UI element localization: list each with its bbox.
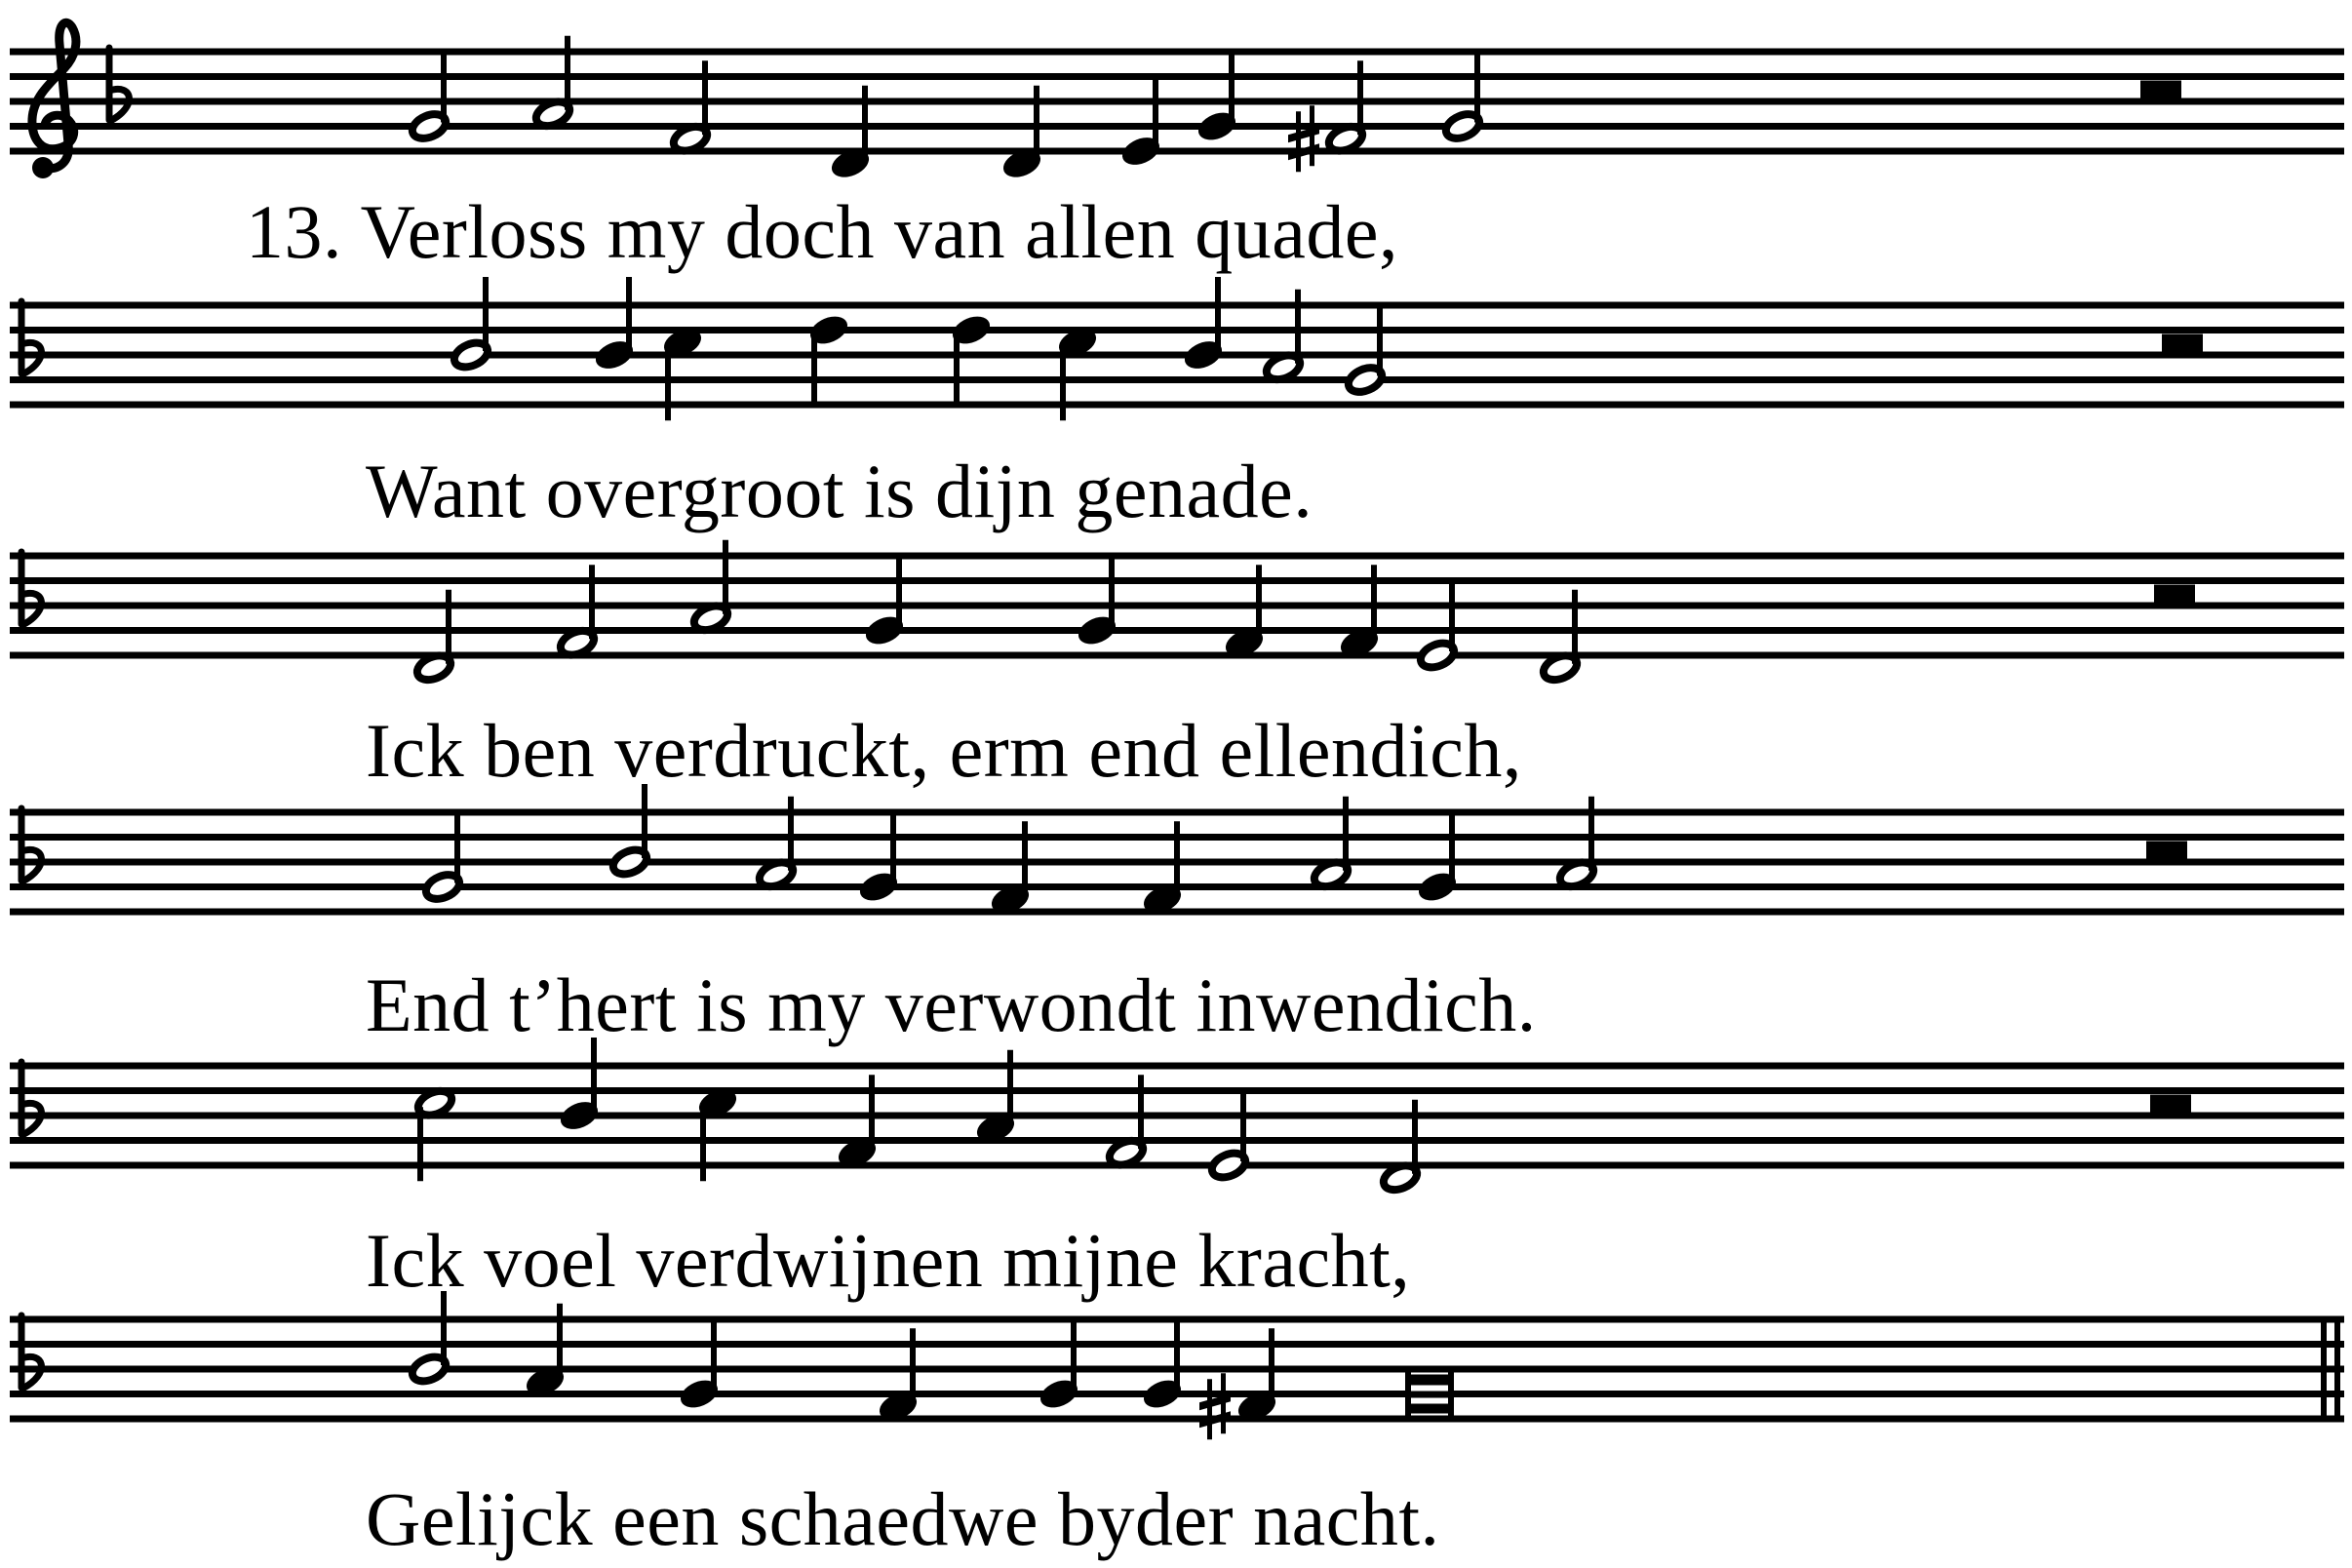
note-stem — [788, 797, 794, 871]
note-stem — [1007, 1050, 1013, 1124]
note-stem — [1412, 1100, 1418, 1174]
staff-system-6 — [10, 1291, 2344, 1439]
note-stem — [1138, 1075, 1144, 1149]
key-flat-sign — [21, 1062, 41, 1135]
staff-system-5 — [10, 1038, 2344, 1195]
note-stem — [1034, 86, 1039, 160]
staff-line — [10, 909, 2344, 916]
note-stem — [565, 36, 570, 110]
note-stem — [1357, 60, 1363, 135]
note-G4 — [1140, 1316, 1186, 1413]
note-stem — [890, 809, 896, 883]
note-G4 — [1415, 809, 1461, 906]
staff-line — [10, 553, 2344, 560]
staff-system-2 — [10, 277, 2344, 420]
key-flat-sign — [109, 48, 129, 121]
key-flat-sign — [21, 808, 41, 882]
staff-line — [10, 652, 2344, 659]
lyric-line-1: 13. Verloss my doch van allen quade, — [246, 189, 1398, 274]
note-G4 — [422, 809, 463, 904]
note-Bb4 — [451, 277, 491, 372]
note-stem — [483, 277, 489, 351]
note-Bb4 — [609, 784, 650, 879]
lyric-line-2: Want overgroot is dijn genade. — [366, 449, 1313, 533]
half-rest — [2140, 81, 2181, 98]
note-stem — [1109, 553, 1115, 627]
note-stem — [1295, 290, 1301, 364]
staff-line — [10, 577, 2344, 584]
breve-final-note — [1405, 1371, 1454, 1418]
lyric-line-3: Ick ben verdruckt, erm end ellendich, — [366, 708, 1522, 793]
note-G4 — [677, 1316, 723, 1413]
key-flat-sign — [21, 301, 41, 374]
note-Bb4 — [1181, 277, 1227, 373]
staff-line — [10, 1113, 2344, 1119]
note-stem — [665, 346, 671, 420]
note-stem — [1022, 821, 1028, 895]
staff-line — [10, 327, 2344, 333]
half-rest — [2150, 1095, 2191, 1113]
note-G4 — [1037, 1316, 1082, 1413]
note-stem — [702, 60, 708, 135]
staff-line — [10, 302, 2344, 309]
lyric-line-4: End t’hert is my verwondt inwendich. — [366, 962, 1537, 1047]
staff-line — [10, 1063, 2344, 1070]
lyric-line-6: Gelijck een schaedwe byder nacht. — [366, 1476, 1440, 1561]
note-G4 — [1405, 1371, 1454, 1418]
staff-system-4 — [10, 784, 2344, 919]
note-stem — [1449, 809, 1455, 883]
note-stem — [1153, 73, 1158, 147]
key-flat-sign — [21, 552, 41, 625]
half-rest — [2162, 334, 2203, 352]
note-stem — [1215, 277, 1221, 351]
note-stem — [1343, 797, 1349, 871]
note-stem — [454, 809, 460, 883]
note-stem — [954, 334, 960, 409]
note-G4 — [1075, 553, 1120, 649]
note-stem — [1377, 302, 1383, 376]
note-stem — [1229, 49, 1235, 123]
staff-line — [10, 1162, 2344, 1169]
note-G4 — [856, 809, 902, 906]
note-stem — [1174, 1316, 1180, 1391]
note-stem — [1174, 821, 1180, 895]
note-stem — [1240, 1087, 1246, 1161]
note-G4 — [1195, 49, 1240, 145]
note-G4 — [862, 553, 908, 649]
note-stem — [700, 1107, 706, 1181]
note-G4 — [1345, 302, 1386, 397]
staff-line — [10, 1137, 2344, 1144]
note-stem — [1572, 590, 1578, 664]
note-Bb4 — [409, 1291, 450, 1386]
note-stem — [1474, 49, 1480, 123]
note-G4 — [409, 49, 450, 143]
lyric-line-5: Ick voel verdwijnen mijne kracht, — [366, 1218, 1411, 1303]
staff-line — [10, 1416, 2344, 1423]
note-stem — [1449, 577, 1455, 651]
sharp-accidental — [1288, 105, 1319, 172]
staff-line — [10, 73, 2344, 80]
final-barline — [2321, 1316, 2327, 1423]
staff-line — [10, 49, 2344, 56]
staff-line — [10, 376, 2344, 383]
staff-line — [10, 402, 2344, 409]
note-stem — [446, 590, 451, 664]
note-stem — [862, 86, 868, 160]
note-stem — [591, 1038, 597, 1112]
note-stem — [910, 1328, 916, 1402]
key-flat-sign — [21, 1315, 41, 1389]
staff-line — [10, 148, 2344, 155]
note-stem — [1060, 346, 1066, 420]
note-stem — [626, 277, 632, 351]
half-rest — [2146, 842, 2187, 859]
note-stem — [1071, 1316, 1077, 1391]
note-stem — [1371, 565, 1377, 639]
note-E4 — [1118, 73, 1164, 170]
note-E4 — [1208, 1087, 1249, 1182]
sharp-accidental — [1199, 1373, 1231, 1439]
note-stem — [723, 540, 728, 614]
note-D5 — [806, 311, 852, 408]
note-stem — [1256, 565, 1262, 639]
note-stem — [1269, 1328, 1274, 1402]
note-Bb4 — [592, 277, 638, 373]
staff-system-1 — [10, 22, 2344, 182]
staff-line — [10, 352, 2344, 359]
note-stem — [811, 334, 817, 409]
staff-line — [10, 123, 2344, 130]
staff-system-3 — [10, 540, 2344, 685]
note-stem — [896, 553, 902, 627]
staff-line — [10, 98, 2344, 105]
note-stem — [869, 1075, 875, 1149]
note-stem — [557, 1304, 563, 1378]
staff-line — [10, 809, 2344, 816]
staff-line — [10, 1087, 2344, 1094]
note-stem — [1588, 797, 1594, 871]
note-G4 — [1442, 49, 1483, 143]
note-Bb4 — [557, 1038, 603, 1134]
note-stem — [642, 784, 647, 858]
note-D5 — [949, 311, 995, 408]
staff-line — [10, 627, 2344, 634]
note-stem — [441, 49, 447, 123]
final-barline — [2334, 1316, 2340, 1423]
note-stem — [589, 565, 595, 639]
half-rest — [2154, 585, 2195, 603]
note-E4 — [1417, 577, 1458, 672]
staff-line — [10, 603, 2344, 609]
note-stem — [711, 1316, 717, 1391]
note-stem — [417, 1107, 423, 1181]
